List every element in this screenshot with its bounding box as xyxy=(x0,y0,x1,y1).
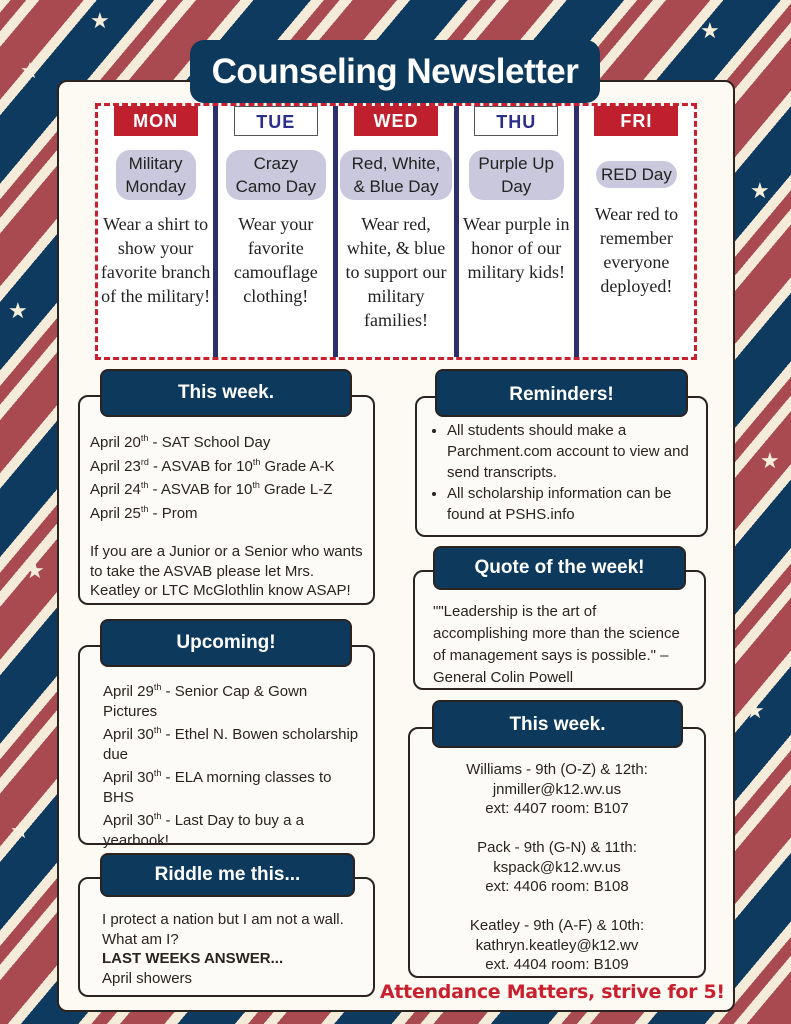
quote-header: Quote of the week! xyxy=(433,546,686,590)
star-decoration: ★ xyxy=(760,448,780,473)
day-description: Wear red, white, & blue to support our military families! xyxy=(345,214,447,330)
star-decoration: ★ xyxy=(20,58,40,83)
event-item xyxy=(103,678,365,721)
counselor-ext: ext: 4406 room: B108 xyxy=(485,878,629,895)
day-column-tue xyxy=(218,106,338,357)
text-fragment: April 30 xyxy=(103,769,154,786)
day-column-wed xyxy=(338,106,458,357)
text-fragment: th xyxy=(140,480,149,490)
day-tag: TUE xyxy=(234,106,318,136)
counselor-name: Williams - 9th (O-Z) & 12th: xyxy=(466,761,648,778)
riddle-header: Riddle me this... xyxy=(100,853,355,897)
day-theme: Crazy Camo Day xyxy=(226,150,326,200)
counselor-email[interactable]: jnmiller@k12.wv.us xyxy=(492,780,622,798)
quote-text: ""Leadership is the art of accomplishing more than the science of management says is possible." – General Colin Powell xyxy=(433,603,680,686)
spirit-week-calendar xyxy=(95,103,697,360)
event-item xyxy=(90,476,365,500)
counselor-name: Keatley - 9th (A-F) & 10th: xyxy=(469,917,645,934)
event-item xyxy=(103,721,365,764)
day-theme: RED Day xyxy=(596,161,677,188)
event-item xyxy=(90,453,365,477)
text-fragment: April 20 xyxy=(90,434,141,451)
attendance-slogan: Attendance Matters, strive for 5! xyxy=(380,981,725,1003)
day-description: Wear a shirt to show your favorite branch of the military! xyxy=(100,214,211,306)
reminder-item: • All scholarship information can be found at PSHS.info xyxy=(447,483,698,525)
reminder-item: • All students should make a Parchment.com account to view and send transcripts. xyxy=(447,420,698,483)
this-week-header: This week. xyxy=(100,369,352,417)
day-description: Wear your favorite camouflage clothing! xyxy=(233,214,318,306)
text-fragment: th xyxy=(153,811,162,821)
text-fragment: th xyxy=(252,480,260,490)
text-fragment: April 23 xyxy=(90,457,141,475)
riddle-question: I protect a nation but I am not a wall. What am I? xyxy=(102,911,344,948)
text-fragment: - ASVAB for 10 xyxy=(148,481,253,498)
text-fragment: rd xyxy=(140,456,149,467)
upcoming-box xyxy=(78,645,375,849)
counselor-ext: ext: 4407 room: B107 xyxy=(485,800,629,817)
asvab-note: If you are a Junior or a Senior who wants to take the ASVAB please let Mrs. Keatley or LTC McGlothlin know ASAP! xyxy=(90,543,363,599)
counselor-email[interactable]: kathryn.keatley@k12.wv xyxy=(475,936,639,954)
text-fragment: th xyxy=(252,456,261,467)
counselor-email[interactable]: kspack@k12.wv.us xyxy=(493,858,621,876)
text-fragment: Grade L-Z xyxy=(259,481,333,498)
counselor-entry xyxy=(416,760,698,819)
star-decoration: ★ xyxy=(90,8,110,33)
text-fragment: April 24 xyxy=(90,481,141,498)
star-decoration: ★ xyxy=(745,698,765,723)
event-item xyxy=(90,429,365,453)
counselor-name: Pack - 9th (G-N) & 11th: xyxy=(477,839,637,856)
this-week-box xyxy=(78,395,375,605)
star-decoration: ★ xyxy=(25,558,45,583)
star-decoration: ★ xyxy=(700,18,720,43)
counselor-entry xyxy=(416,838,698,897)
event-item xyxy=(103,764,365,807)
last-answer: April showers xyxy=(102,969,193,987)
text-fragment: th xyxy=(140,503,149,514)
counselors-header: This week. xyxy=(432,700,683,748)
text-fragment: - Ethel N. Bowen scholarship due xyxy=(103,726,359,763)
counselor-ext: ext. 4404 room: B109 xyxy=(485,956,629,973)
event-item xyxy=(103,807,365,850)
text-fragment: - Senior Cap & Gown Pictures xyxy=(103,683,308,720)
text-fragment: th xyxy=(153,682,162,692)
day-theme: Red, White, & Blue Day xyxy=(340,150,452,200)
event-item xyxy=(90,500,365,524)
day-column-fri xyxy=(579,106,694,357)
text-fragment: - Prom xyxy=(148,504,198,522)
day-column-thu xyxy=(459,106,579,357)
text-fragment: - ELA morning classes to BHS xyxy=(103,769,332,806)
star-decoration: ★ xyxy=(10,818,30,843)
day-description: Wear purple in honor of our military kids! xyxy=(462,214,570,282)
upcoming-header: Upcoming! xyxy=(100,619,352,667)
day-theme: Military Monday xyxy=(116,150,196,200)
star-decoration: ★ xyxy=(750,178,770,203)
text-fragment: April 25 xyxy=(90,504,141,522)
last-answer-label: LAST WEEKS ANSWER... xyxy=(102,950,284,967)
text-fragment: - SAT School Day xyxy=(148,434,271,451)
day-theme: Purple Up Day xyxy=(469,150,564,200)
text-fragment: th xyxy=(140,433,149,443)
text-fragment: th xyxy=(153,768,162,778)
counselors-box xyxy=(408,727,706,978)
text-fragment: - ASVAB for 10 xyxy=(148,457,253,475)
day-description: Wear red to remember everyone deployed! xyxy=(594,204,679,296)
day-tag: FRI xyxy=(594,106,678,136)
text-fragment: April 30 xyxy=(103,726,154,743)
counselor-entry xyxy=(416,916,698,975)
text-fragment: Grade A-K xyxy=(260,457,335,475)
page-title: Counseling Newsletter xyxy=(190,40,600,103)
day-tag: THU xyxy=(474,106,558,136)
text-fragment: April 29 xyxy=(103,683,154,700)
text-fragment: - Last Day to buy a a yearbook! xyxy=(103,812,304,849)
star-decoration: ★ xyxy=(8,298,28,323)
reminders-header: Reminders! xyxy=(435,369,688,417)
text-fragment: th xyxy=(153,725,162,735)
day-tag: MON xyxy=(114,106,198,136)
text-fragment: April 30 xyxy=(103,812,154,829)
day-tag: WED xyxy=(354,106,438,136)
day-column-mon xyxy=(98,106,218,357)
